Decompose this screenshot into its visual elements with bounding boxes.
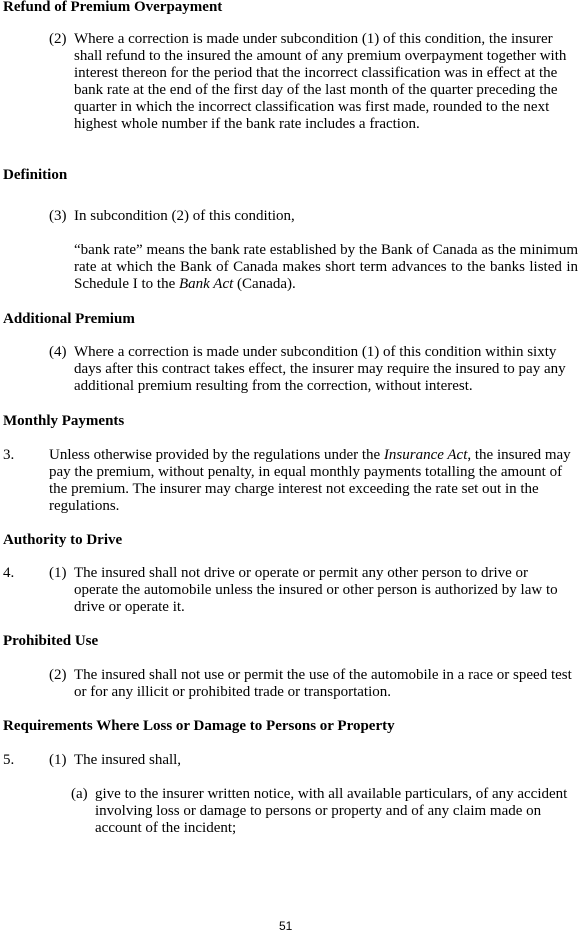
section-3-text-b: , the insured may pay the premium, without penalty, in equal monthly payments totalling the amount of the premium. The insurer may charge interest not exceeding the rate set out in the regulations. <box>49 447 571 514</box>
clause-a-text: give to the insurer written notice, with all available particulars, of any accident involving loss or damage to persons or property and of any claim made on account of the incident; <box>95 786 568 836</box>
section-4-number: 4. <box>3 565 15 581</box>
heading-prohibited-use: Prohibited Use <box>3 633 99 649</box>
heading-requirements-loss-damage: Requirements Where Loss or Damage to Persons or Property <box>3 718 395 734</box>
page-number: 51 <box>279 919 293 933</box>
definition-text-b: (Canada). <box>233 276 296 292</box>
bank-rate-definition <box>74 242 578 293</box>
subcondition-4-text: Where a correction is made under subcondition (1) of this condition within sixty days after this contract takes effect, the insurer may require the insured to pay any additional premium resulting from the correction, without interest. <box>74 344 566 394</box>
section-5-number: 5. <box>3 752 15 768</box>
subcondition-2-label: (2) <box>49 31 67 47</box>
section-5-1-text: The insured shall, <box>74 752 182 768</box>
subcondition-3-label: (3) <box>49 208 67 224</box>
section-3-text-a: Unless otherwise provided by the regulations under the <box>49 447 384 463</box>
section-3-number: 3. <box>3 447 15 463</box>
heading-refund: Refund of Premium Overpayment <box>3 0 223 15</box>
section-4-1-label: (1) <box>49 565 67 581</box>
clause-a-label: (a) <box>71 786 88 802</box>
heading-definition: Definition <box>3 167 68 183</box>
bank-act-title: Bank Act <box>178 276 234 292</box>
section-4-2-text: The insured shall not use or permit the use of the automobile in a race or speed test or for any illicit or prohibited trade or transportation. <box>74 667 572 700</box>
definition-text-a: “bank rate” means the bank rate established by the Bank of Canada as the minimum rate at which the Bank of Canada makes short term advances to the banks listed in Schedule I to the <box>74 242 579 292</box>
subcondition-4-label: (4) <box>49 344 67 360</box>
section-4-1-text: The insured shall not drive or operate or permit any other person to drive or operate the automobile unless the insured or other person is authorized by law to drive or operate it. <box>74 565 558 615</box>
section-4-2-label: (2) <box>49 667 67 683</box>
heading-additional-premium: Additional Premium <box>3 311 135 327</box>
heading-authority-to-drive: Authority to Drive <box>3 532 123 548</box>
insurance-act-title: Insurance Act <box>383 447 468 463</box>
subcondition-2-text: Where a correction is made under subcondition (1) of this condition, the insurer shall refund to the insured the amount of any premium overpayment together with interest thereon for the period that the incorrect classification was in effect at the bank rate at the end of the first day of the last month of the quarter preceding the quarter in which the incorrect classification was first made, rounded to the next highest whole number if the bank rate includes a fraction. <box>74 31 567 132</box>
subcondition-3-text: In subcondition (2) of this condition, <box>74 208 295 224</box>
section-5-1-label: (1) <box>49 752 67 768</box>
heading-monthly-payments: Monthly Payments <box>3 413 125 429</box>
section-3-text <box>49 447 579 515</box>
